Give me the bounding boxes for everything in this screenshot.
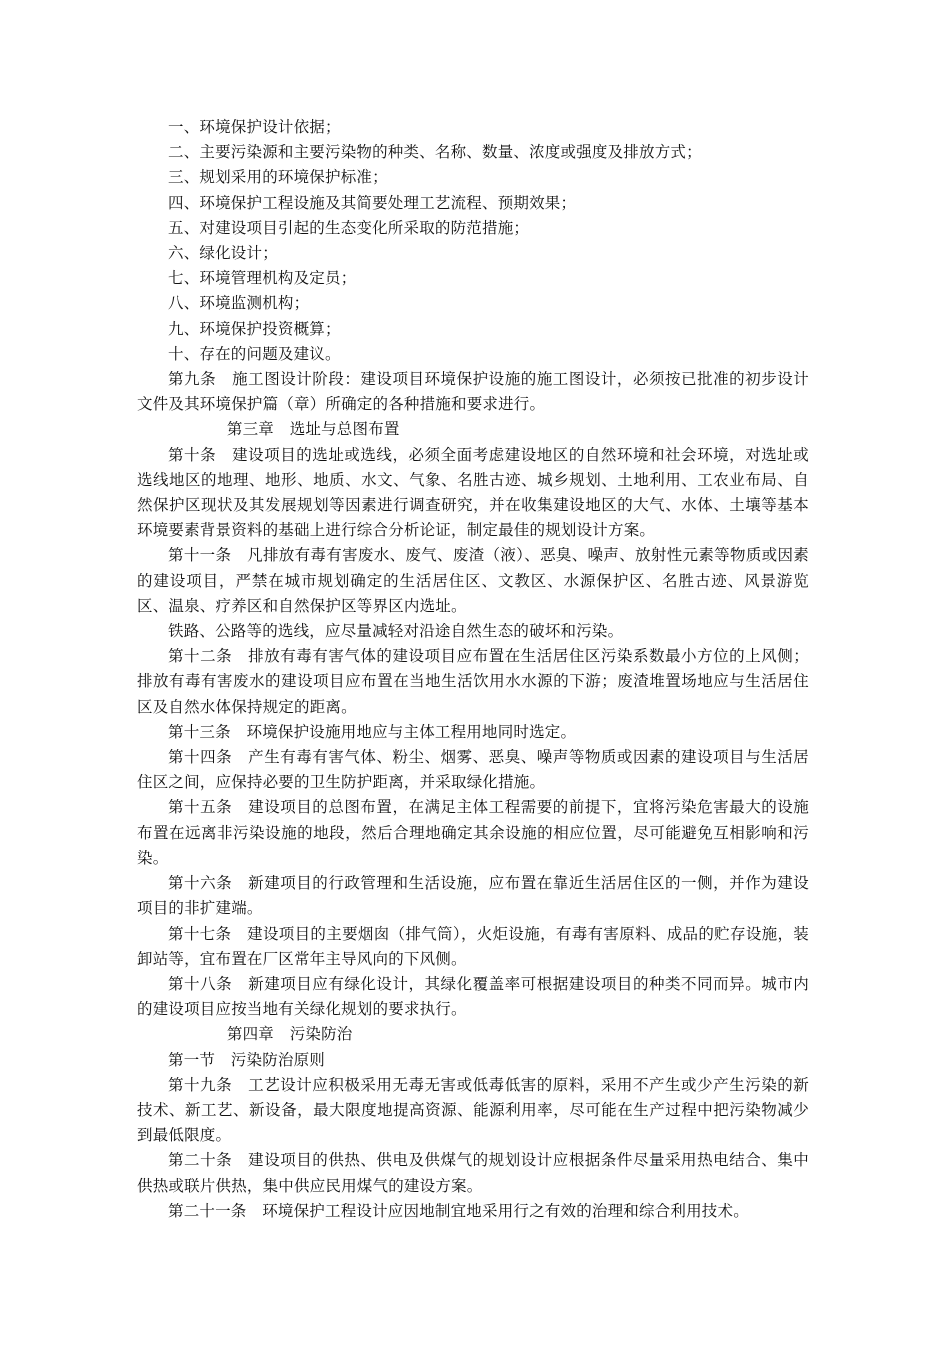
article-18: 第十八条 新建项目应有绿化设计，其绿化覆盖率可根据建设项目的种类不同而异。城市内的建设项目应按当地有关绿化规划的要求执行。	[137, 974, 809, 1019]
article-19: 第十九条 工艺设计应积极采用无毒无害或低毒低害的原料，采用不产生或少产生污染的新技术、新工艺、新设备，最大限度地提高资源、能源利用率，尽可能在生产过程中把污染物减少到最低限度。	[137, 1075, 809, 1145]
article-11-note: 铁路、公路等的选线，应尽量减轻对沿途自然生态的破坏和污染。	[168, 622, 624, 641]
list-item: 十、存在的问题及建议。	[168, 344, 341, 363]
article-13: 第十三条 环境保护设施用地应与主体工程用地同时选定。	[168, 722, 577, 741]
article-21: 第二十一条 环境保护工程设计应因地制宜地采用行之有效的治理和综合利用技术。	[168, 1201, 749, 1220]
article-20: 第二十条 建设项目的供热、供电及供煤气的规划设计应根据条件尽量采用热电结合、集中供热或联片供热，集中供应民用煤气的建设方案。	[137, 1151, 809, 1195]
list-item: 一、环境保护设计依据；	[168, 118, 341, 136]
article-16: 第十六条 新建项目的行政管理和生活设施，应布置在靠近生活居住区的一侧，并作为建设项目的非扩建端。	[137, 874, 809, 918]
article-9: 第九条 施工图设计阶段：建设项目环境保护设施的施工图设计，必须按已批准的初步设计文件及其环境保护篇（章）所确定的各种措施和要求进行。	[137, 370, 809, 414]
list-item: 五、对建设项目引起的生态变化所采取的防范措施；	[168, 218, 530, 237]
article-15: 第十五条 建设项目的总图布置，在满足主体工程需要的前提下，宜将污染危害最大的设施布置在远离非污染设施的地段，然后合理地确定其余设施的相应位置，尽可能避免互相影响和污染。	[137, 798, 809, 867]
list-item: 四、环境保护工程设施及其简要处理工艺流程、预期效果；	[168, 193, 577, 212]
list-item: 七、环境管理机构及定员；	[168, 269, 357, 288]
chapter-4-heading: 第四章 污染防治	[226, 1025, 353, 1044]
list-item: 六、绿化设计；	[168, 244, 278, 263]
list-item: 八、环境监测机构；	[168, 294, 310, 313]
article-17: 第十七条 建设项目的主要烟囱（排气筒），火炬设施，有毒有害原料、成品的贮存设施，装卸站等，宜布置在厂区常年主导风向的下风侧。	[137, 924, 809, 968]
article-12: 第十二条 排放有毒有害气体的建设项目应布置在生活居住区污染系数最小方位的上风侧；排放有毒有害废水的建设项目应布置在当地生活饮用水水源的下游；废渣堆置场地应与生活居住区及自然水体保持规定的距离。	[137, 647, 809, 716]
article-11: 第十一条 凡排放有毒有害废水、废气、废渣（液）、恶臭、噪声、放射性元素等物质或因素的建设项目，严禁在城市规划确定的生活居住区、文教区、水源保护区、名胜古迹、风景游览区、温泉、疗养区和自然保护区等界区内选址。	[137, 546, 809, 615]
list-item: 九、环境保护投资概算；	[168, 319, 341, 338]
section-1-heading: 第一节 污染防治原则	[168, 1050, 326, 1069]
list-item: 三、规划采用的环境保护标准；	[168, 168, 388, 187]
chapter-3-heading: 第三章 选址与总图布置	[226, 420, 400, 439]
list-item: 二、主要污染源和主要污染物的种类、名称、数量、浓度或强度及排放方式；	[168, 143, 702, 162]
document-body	[137, 115, 809, 1224]
article-14: 第十四条 产生有毒有害气体、粉尘、烟雾、恶臭、噪声等物质或因素的建设项目与生活居住区之间，应保持必要的卫生防护距离，并采取绿化措施。	[137, 748, 809, 792]
article-10: 第十条 建设项目的选址或选线，必须全面考虑建设地区的自然环境和社会环境，对选址或选线地区的地理、地形、地质、水文、气象、名胜古迹、城乡规划、土地利用、工农业布局、自然保护区现状及其发展规划等因素进行调查研究，并在收集建设地区的大气、水体、土壤等基本环境要素背景资料的基础上进行综合分析论证，制定最佳的规划设计方案。	[137, 445, 809, 540]
